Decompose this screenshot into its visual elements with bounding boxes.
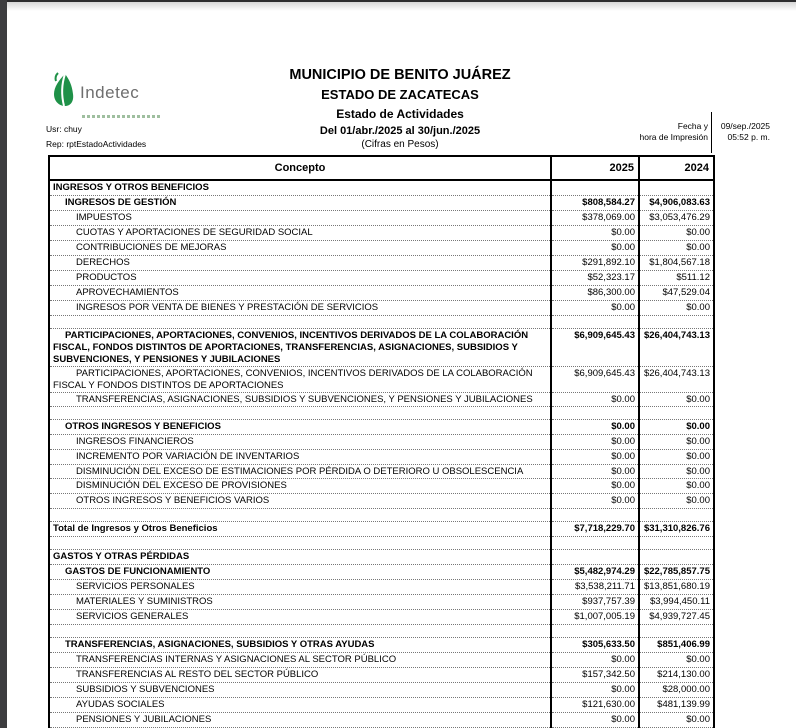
table-header-row xyxy=(49,156,714,180)
value-2024-cell: $0.00 xyxy=(639,450,714,465)
value-2024-cell xyxy=(639,180,714,196)
table-row xyxy=(49,256,714,271)
value-2025-cell: $6,909,645.43 xyxy=(551,367,639,393)
concepto-cell: DISMINUCIÓN DEL EXCESO DE ESTIMACIONES POR PÉRDIDA O DETERIORO U OBSOLESCENCIA xyxy=(49,465,551,479)
concepto-cell xyxy=(49,316,551,329)
value-2025-cell: $1,007,005.19 xyxy=(551,610,639,625)
concepto-cell xyxy=(49,537,551,550)
value-2025-cell: $0.00 xyxy=(551,683,639,698)
value-2025-cell xyxy=(551,537,639,550)
value-2024-cell: $0.00 xyxy=(639,420,714,435)
table-row xyxy=(49,565,714,580)
value-2024-cell: $13,851,680.19 xyxy=(639,580,714,595)
table-row xyxy=(49,301,714,316)
concepto-cell: OTROS INGRESOS Y BENEFICIOS VARIOS xyxy=(49,494,551,509)
concepto-cell: TRANSFERENCIAS AL RESTO DEL SECTOR PÚBLICO xyxy=(49,668,551,683)
value-2024-cell xyxy=(639,509,714,522)
value-2024-cell: $0.00 xyxy=(639,241,714,256)
table-row xyxy=(49,683,714,698)
value-2024-cell: $0.00 xyxy=(639,393,714,407)
column-header-2025: 2025 xyxy=(551,156,639,180)
table-row xyxy=(49,668,714,683)
print-datetime-separator xyxy=(711,112,712,153)
spacer-row xyxy=(49,509,714,522)
concepto-cell: INGRESOS POR VENTA DE BIENES Y PRESTACIÓN DE SERVICIOS xyxy=(49,301,551,316)
concepto-cell: SUBSIDIOS Y SUBVENCIONES xyxy=(49,683,551,698)
table-row xyxy=(49,241,714,256)
value-2024-cell: $4,939,727.45 xyxy=(639,610,714,625)
value-2024-cell: $0.00 xyxy=(639,226,714,241)
value-2024-cell: $31,310,826.76 xyxy=(639,522,714,537)
concepto-cell: CONTRIBUCIONES DE MEJORAS xyxy=(49,241,551,256)
table-row xyxy=(49,211,714,226)
table-row xyxy=(49,226,714,241)
print-label-line2: hora de Impresión xyxy=(639,132,708,142)
value-2024-cell: $1,804,567.18 xyxy=(639,256,714,271)
concepto-cell: GASTOS DE FUNCIONAMIENTO xyxy=(49,565,551,580)
concepto-cell: DISMINUCIÓN DEL EXCESO DE PROVISIONES xyxy=(49,479,551,494)
print-label-line1: Fecha y xyxy=(677,121,708,131)
value-2025-cell: $0.00 xyxy=(551,494,639,509)
value-2024-cell: $22,785,857.75 xyxy=(639,565,714,580)
table-row xyxy=(49,420,714,435)
value-2025-cell: $378,069.00 xyxy=(551,211,639,226)
concepto-cell: OTROS INGRESOS Y BENEFICIOS xyxy=(49,420,551,435)
table-row xyxy=(49,196,714,211)
table-row xyxy=(49,450,714,465)
value-2024-cell: $0.00 xyxy=(639,653,714,668)
value-2025-cell: $6,909,645.43 xyxy=(551,329,639,367)
concepto-cell: SERVICIOS PERSONALES xyxy=(49,580,551,595)
table-row xyxy=(49,180,714,196)
indetec-logo-text: Indetec xyxy=(80,82,140,102)
value-2024-cell: $4,906,083.63 xyxy=(639,196,714,211)
table-row xyxy=(49,638,714,653)
value-2024-cell: $0.00 xyxy=(639,479,714,494)
concepto-cell: CUOTAS Y APORTACIONES DE SEGURIDAD SOCIAL xyxy=(49,226,551,241)
concepto-cell: APROVECHAMIENTOS xyxy=(49,286,551,301)
concepto-cell: Total de Ingresos y Otros Beneficios xyxy=(49,522,551,537)
table-row xyxy=(49,286,714,301)
indetec-leaf-icon xyxy=(52,72,76,113)
value-2025-cell: $0.00 xyxy=(551,420,639,435)
spacer-row xyxy=(49,407,714,420)
table-row xyxy=(49,653,714,668)
concepto-cell: INCREMENTO POR VARIACIÓN DE INVENTARIOS xyxy=(49,450,551,465)
value-2025-cell xyxy=(551,509,639,522)
value-2025-cell xyxy=(551,407,639,420)
table-row xyxy=(49,435,714,450)
value-2024-cell: $26,404,743.13 xyxy=(639,329,714,367)
table-row xyxy=(49,522,714,537)
concepto-cell: MATERIALES Y SUMINISTROS xyxy=(49,595,551,610)
value-2025-cell: $157,342.50 xyxy=(551,668,639,683)
concepto-cell: PENSIONES Y JUBILACIONES xyxy=(49,713,551,728)
concepto-cell: TRANSFERENCIAS, ASIGNACIONES, SUBSIDIOS Y SUBVENCIONES, Y PENSIONES Y JUBILACIONES xyxy=(49,393,551,407)
value-2024-cell: $0.00 xyxy=(639,301,714,316)
value-2024-cell: $0.00 xyxy=(639,494,714,509)
value-2024-cell xyxy=(639,537,714,550)
estado-actividades-table xyxy=(48,155,715,728)
concepto-cell: AYUDAS SOCIALES xyxy=(49,698,551,713)
value-2024-cell xyxy=(639,407,714,420)
value-2025-cell: $808,584.27 xyxy=(551,196,639,211)
value-2025-cell: $52,323.17 xyxy=(551,271,639,286)
table-row xyxy=(49,550,714,565)
value-2025-cell: $0.00 xyxy=(551,241,639,256)
value-2025-cell: $86,300.00 xyxy=(551,286,639,301)
print-datetime-label xyxy=(598,121,708,143)
value-2025-cell: $0.00 xyxy=(551,301,639,316)
concepto-cell xyxy=(49,509,551,522)
value-2025-cell: $3,538,211.71 xyxy=(551,580,639,595)
value-2024-cell: $26,404,743.13 xyxy=(639,367,714,393)
concepto-cell: TRANSFERENCIAS, ASIGNACIONES, SUBSIDIOS Y OTRAS AYUDAS xyxy=(49,638,551,653)
table-row xyxy=(49,479,714,494)
value-2025-cell: $0.00 xyxy=(551,465,639,479)
value-2024-cell xyxy=(639,625,714,638)
print-datetime-values xyxy=(714,121,770,143)
table-row xyxy=(49,610,714,625)
value-2024-cell xyxy=(639,550,714,565)
value-2024-cell: $3,053,476.29 xyxy=(639,211,714,226)
value-2024-cell: $0.00 xyxy=(639,465,714,479)
viewer-left-edge xyxy=(0,0,7,728)
concepto-cell: PARTICIPACIONES, APORTACIONES, CONVENIOS, INCENTIVOS DERIVADOS DE LA COLABORACIÓN FISCAL Y FONDOS DISTINTOS DE APORTACIONES xyxy=(49,367,551,393)
value-2024-cell: $28,000.00 xyxy=(639,683,714,698)
print-time: 05:52 p. m. xyxy=(727,132,770,142)
value-2024-cell: $511.12 xyxy=(639,271,714,286)
table-row xyxy=(49,271,714,286)
value-2025-cell xyxy=(551,180,639,196)
spacer-row xyxy=(49,537,714,550)
table-row xyxy=(49,329,714,367)
value-2025-cell: $121,630.00 xyxy=(551,698,639,713)
value-2024-cell: $3,994,450.11 xyxy=(639,595,714,610)
table-row xyxy=(49,595,714,610)
page-top-shadow xyxy=(7,2,796,11)
concepto-cell: INGRESOS DE GESTIÓN xyxy=(49,196,551,211)
table-row xyxy=(49,367,714,393)
state-title: ESTADO DE ZACATECAS xyxy=(321,86,479,102)
value-2025-cell: $291,892.10 xyxy=(551,256,639,271)
concepto-cell: PRODUCTOS xyxy=(49,271,551,286)
value-2025-cell: $0.00 xyxy=(551,653,639,668)
value-2025-cell xyxy=(551,316,639,329)
table-row xyxy=(49,713,714,728)
table-row xyxy=(49,580,714,595)
user-label: Usr: chuy xyxy=(46,124,82,134)
concepto-cell: INGRESOS Y OTROS BENEFICIOS xyxy=(49,180,551,196)
value-2025-cell: $937,757.39 xyxy=(551,595,639,610)
column-header-2024: 2024 xyxy=(639,156,714,180)
municipality-title: MUNICIPIO DE BENITO JUÁREZ xyxy=(289,67,511,83)
concepto-cell: SERVICIOS GENERALES xyxy=(49,610,551,625)
print-date: 09/sep./2025 xyxy=(720,121,770,131)
table-row xyxy=(49,698,714,713)
value-2024-cell: $481,139.99 xyxy=(639,698,714,713)
spacer-row xyxy=(49,625,714,638)
report-title: Estado de Actividades xyxy=(336,106,464,121)
value-2025-cell: $0.00 xyxy=(551,226,639,241)
concepto-cell: PARTICIPACIONES, APORTACIONES, CONVENIOS, INCENTIVOS DERIVADOS DE LA COLABORACIÓN FISCAL, FONDOS DISTINTOS DE APORTACIONES, TRANSFERENCIAS, ASIGNACIONES, SUBSIDIOS Y SUBVENCIONES, Y PENSIONES Y JUBILACIONES xyxy=(49,329,551,367)
viewer-top-edge xyxy=(0,0,796,2)
value-2024-cell: $851,406.99 xyxy=(639,638,714,653)
value-2024-cell: $0.00 xyxy=(639,713,714,728)
concepto-cell: IMPUESTOS xyxy=(49,211,551,226)
report-units: (Cifras en Pesos) xyxy=(361,138,439,150)
concepto-cell xyxy=(49,407,551,420)
value-2024-cell: $214,130.00 xyxy=(639,668,714,683)
concepto-cell: INGRESOS FINANCIEROS xyxy=(49,435,551,450)
value-2025-cell: $0.00 xyxy=(551,713,639,728)
value-2025-cell xyxy=(551,625,639,638)
value-2024-cell xyxy=(639,316,714,329)
table-row xyxy=(49,393,714,407)
table-row xyxy=(49,494,714,509)
concepto-cell xyxy=(49,625,551,638)
column-header-concepto: Concepto xyxy=(49,156,551,180)
concepto-cell: DERECHOS xyxy=(49,256,551,271)
report-period: Del 01/abr./2025 al 30/jun./2025 xyxy=(319,124,481,137)
value-2025-cell: $0.00 xyxy=(551,393,639,407)
value-2024-cell: $0.00 xyxy=(639,435,714,450)
table-row xyxy=(49,465,714,479)
report-id-label: Rep: rptEstadoActividades xyxy=(46,139,147,149)
value-2025-cell: $5,482,974.29 xyxy=(551,565,639,580)
value-2025-cell: $0.00 xyxy=(551,435,639,450)
value-2025-cell: $305,633.50 xyxy=(551,638,639,653)
value-2024-cell: $47,529.04 xyxy=(639,286,714,301)
value-2025-cell xyxy=(551,550,639,565)
value-2025-cell: $0.00 xyxy=(551,450,639,465)
value-2025-cell: $7,718,229.70 xyxy=(551,522,639,537)
concepto-cell: GASTOS Y OTRAS PÉRDIDAS xyxy=(49,550,551,565)
value-2025-cell: $0.00 xyxy=(551,479,639,494)
spacer-row xyxy=(49,316,714,329)
concepto-cell: TRANSFERENCIAS INTERNAS Y ASIGNACIONES AL SECTOR PÚBLICO xyxy=(49,653,551,668)
